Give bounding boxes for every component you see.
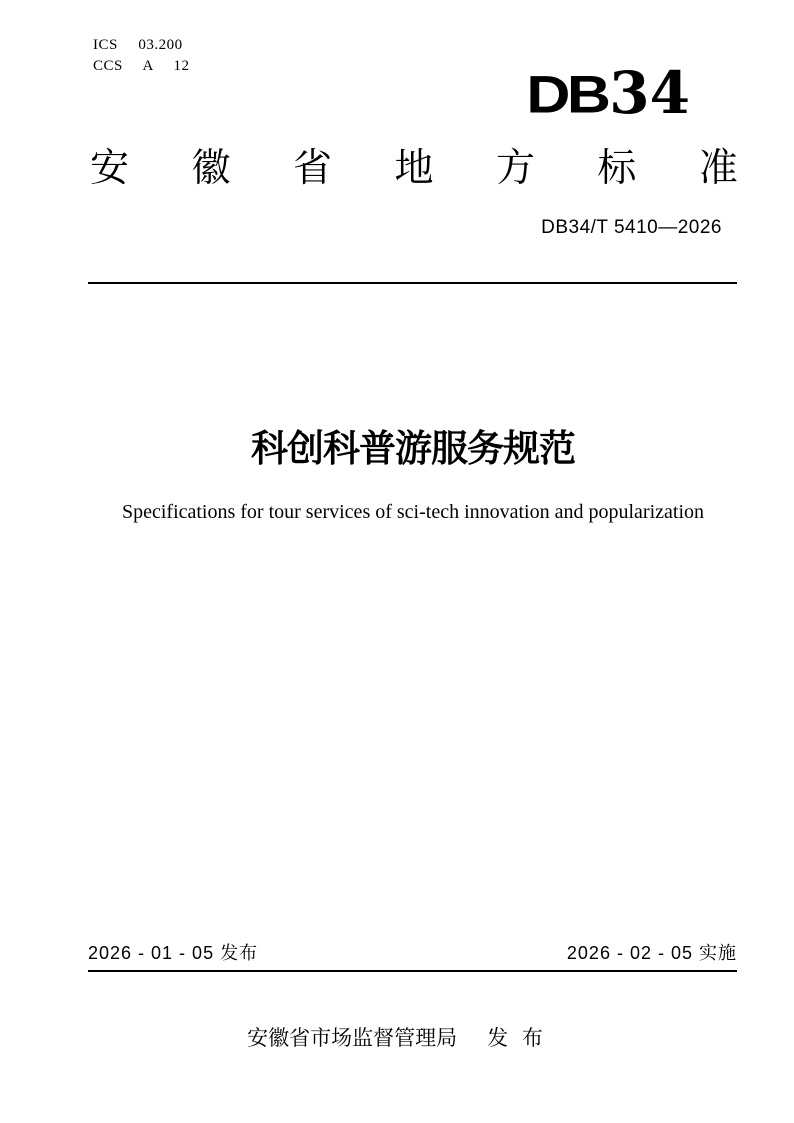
province-standard-char: 地 <box>394 147 434 190</box>
ics-code: ICS 03.200 <box>93 37 183 53</box>
implement-date-value: 2026 - 02 - 05 <box>566 943 693 963</box>
document-number: DB34/T 5410—2026 <box>541 217 722 238</box>
issue-date-value: 2026 - 01 - 05 <box>88 943 215 963</box>
standard-title-english: Specifications for tour services of sci-tech innovation and popularization <box>121 501 705 523</box>
province-standard-char: 省 <box>292 147 332 190</box>
publish-label: 发 布 <box>487 1027 547 1050</box>
db34-logo-number: 34 <box>609 59 690 127</box>
province-standard-char: 方 <box>495 147 535 190</box>
implement-date <box>567 942 737 965</box>
province-standard-char: 准 <box>698 147 738 190</box>
implement-date-label: 实施 <box>699 943 737 963</box>
db34-logo-prefix: DB <box>526 65 608 125</box>
province-standard-char: 徽 <box>191 147 231 190</box>
standard-title-chinese: 科创科普游服务规范 <box>251 428 575 469</box>
province-standard-char: 安 <box>90 147 130 190</box>
top-divider-rule <box>88 282 737 284</box>
bottom-divider-rule <box>88 970 737 972</box>
province-standard-char: 标 <box>597 147 637 190</box>
province-standard-heading <box>90 149 738 188</box>
dates-row <box>88 942 737 965</box>
issue-date-label: 发布 <box>220 943 259 963</box>
issue-date <box>88 942 258 965</box>
db34-logo <box>526 59 690 127</box>
ccs-code: CCS A 12 <box>93 58 190 74</box>
publisher-line <box>0 1026 794 1051</box>
publisher-name: 安徽省市场监督管理局 <box>247 1027 458 1050</box>
